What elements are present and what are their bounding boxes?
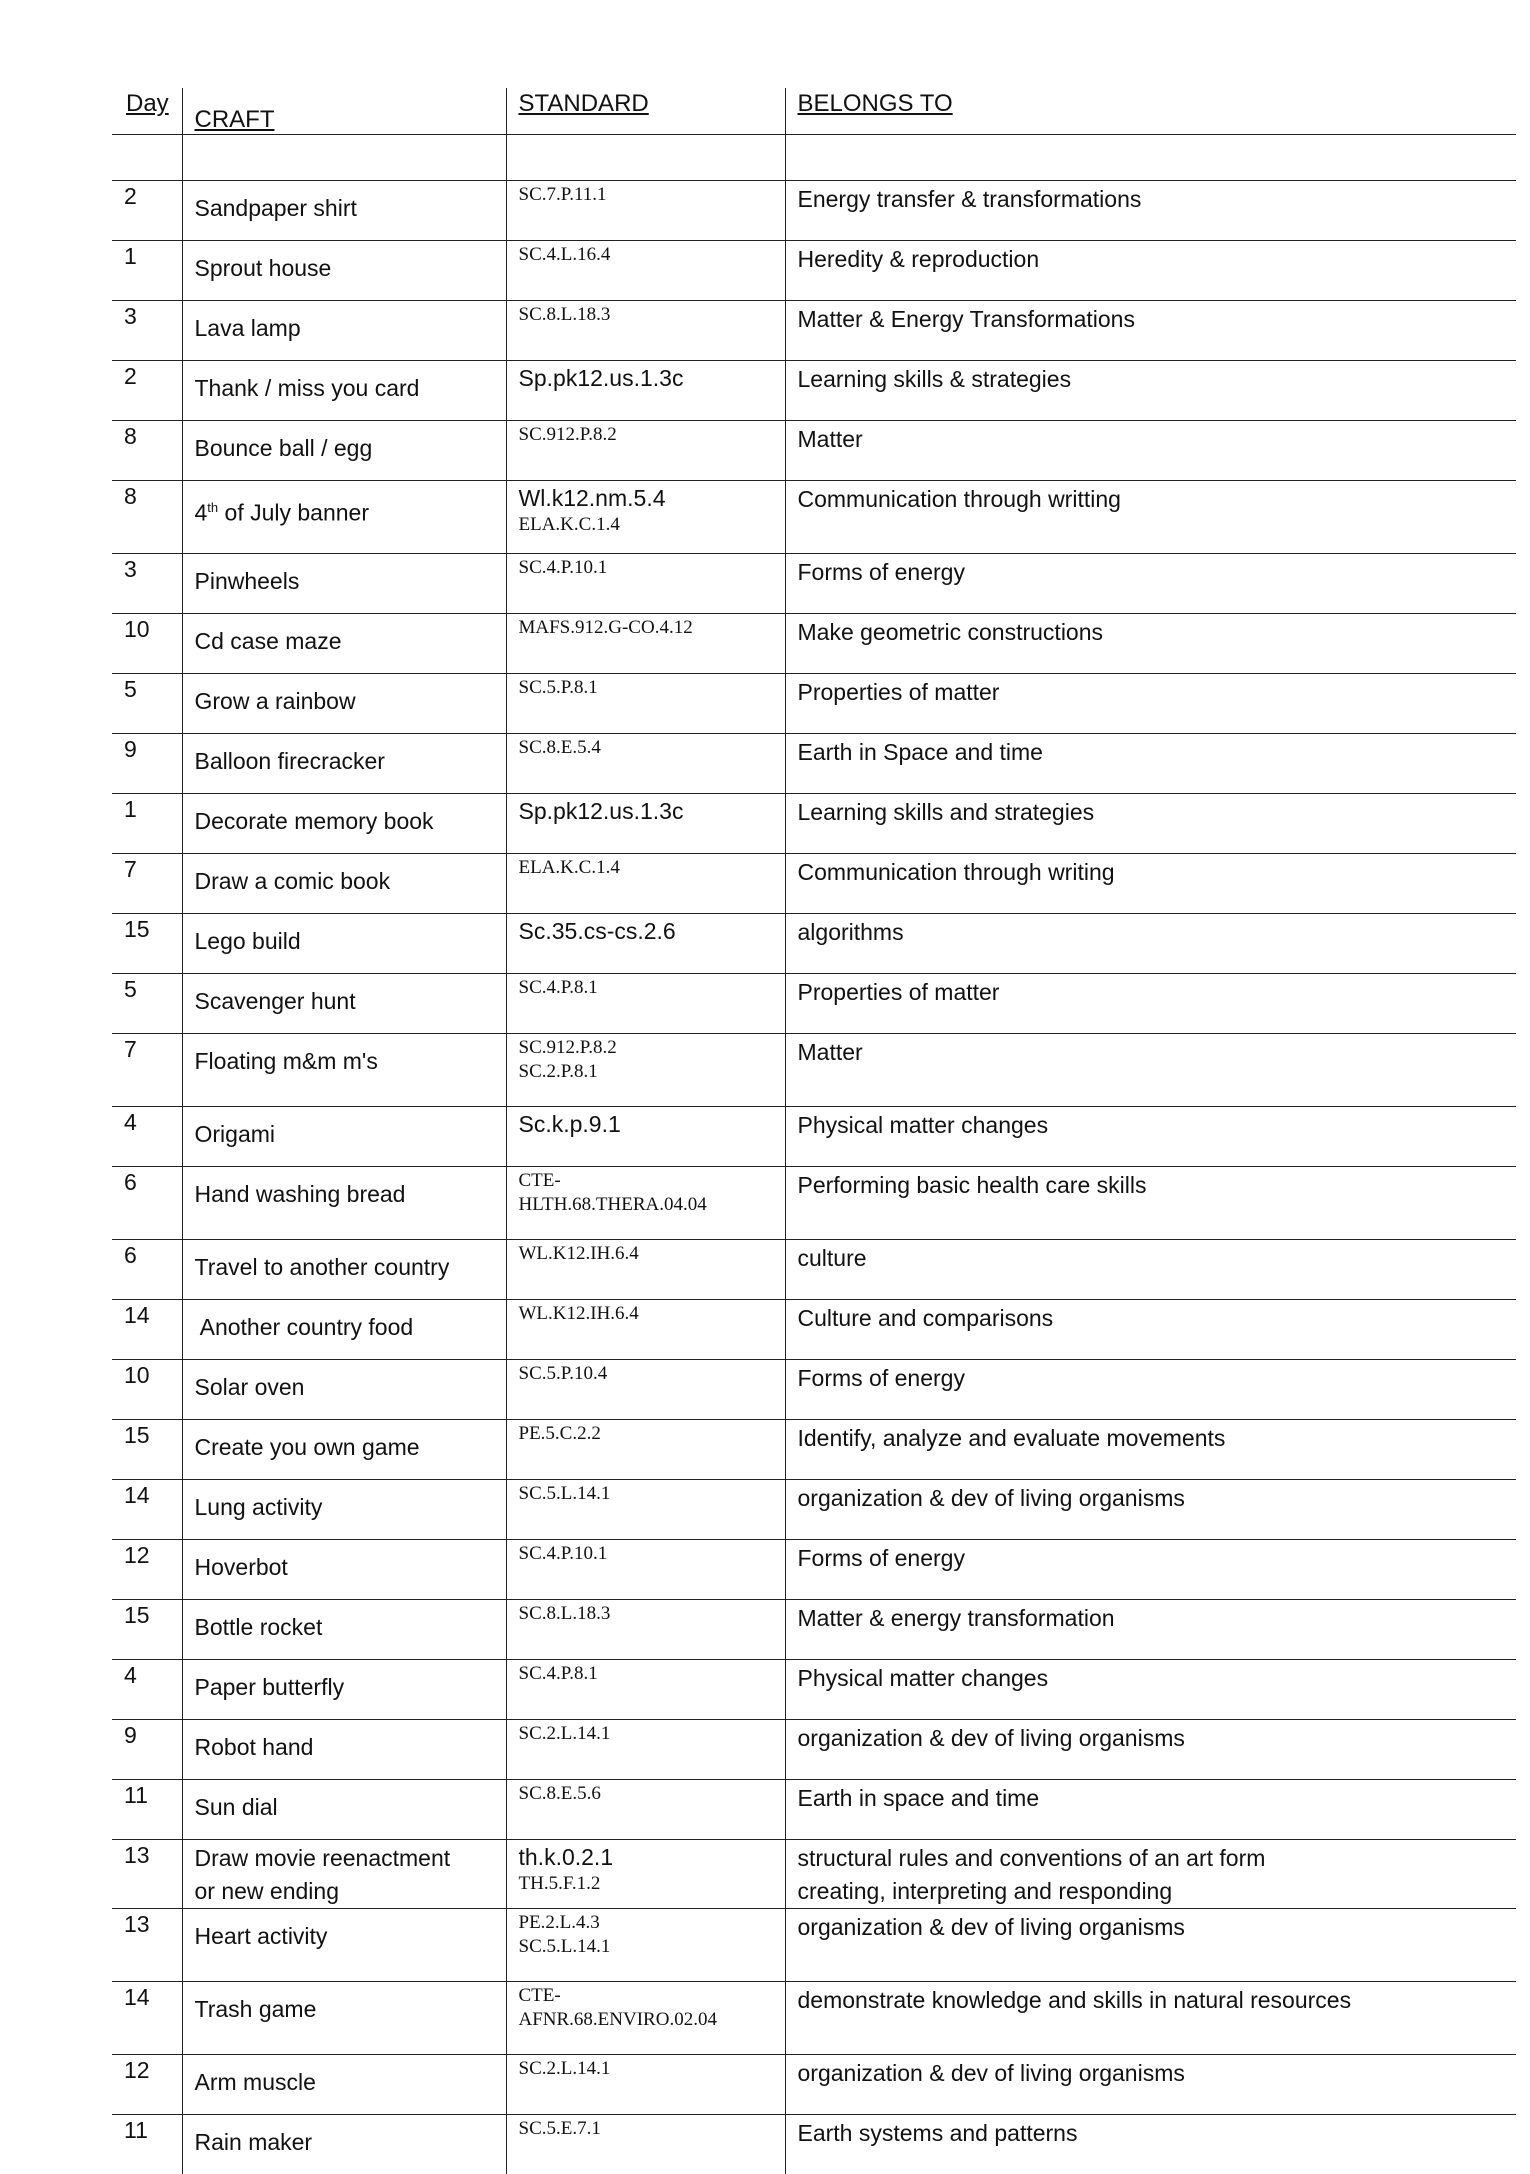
table-row xyxy=(112,301,1516,361)
standard-cell xyxy=(506,1420,785,1480)
standard-cell xyxy=(506,181,785,241)
table-row xyxy=(112,1720,1516,1780)
standard-code: SC.5.L.14.1 xyxy=(519,1935,785,1959)
belongs-to-cell xyxy=(785,974,1516,1034)
table-row xyxy=(112,241,1516,301)
day-cell: 7 xyxy=(112,1034,182,1107)
standard-cell xyxy=(506,1034,785,1107)
standard-code: SC.8.L.18.3 xyxy=(519,1602,785,1626)
craft-cell xyxy=(182,554,506,614)
belongs-to-text: Properties of matter xyxy=(798,976,1517,1009)
belongs-to-text: Heredity & reproduction xyxy=(798,243,1517,276)
craft-cell xyxy=(182,614,506,674)
table-row xyxy=(112,1660,1516,1720)
belongs-to-cell xyxy=(785,1167,1516,1240)
craft-name: Travel to another country xyxy=(195,1254,450,1280)
table-row xyxy=(112,1600,1516,1660)
belongs-to-cell xyxy=(785,914,1516,974)
standard-code: SC.912.P.8.2 xyxy=(519,423,785,447)
belongs-to-cell xyxy=(785,1107,1516,1167)
day-cell: 14 xyxy=(112,1480,182,1540)
day-cell: 4 xyxy=(112,1660,182,1720)
day-cell: 9 xyxy=(112,1720,182,1780)
craft-cell xyxy=(182,481,506,554)
standard-cell xyxy=(506,241,785,301)
standard-code: PE.2.L.4.3 xyxy=(519,1911,785,1935)
craft-cell xyxy=(182,1167,506,1240)
standard-code: SC.7.P.11.1 xyxy=(519,183,785,207)
craft-name: Draw a comic book xyxy=(195,868,391,894)
table-body xyxy=(112,135,1516,2174)
belongs-to-cell xyxy=(785,181,1516,241)
belongs-to-cell xyxy=(785,2055,1516,2115)
day-cell: 8 xyxy=(112,481,182,554)
table-row xyxy=(112,1480,1516,1540)
table-row xyxy=(112,614,1516,674)
empty-cell xyxy=(785,135,1516,181)
belongs-to-text: demonstrate knowledge and skills in natural resources xyxy=(798,1984,1517,2017)
belongs-to-text: Matter xyxy=(798,423,1517,456)
day-cell: 15 xyxy=(112,1420,182,1480)
table-row xyxy=(112,181,1516,241)
standard-cell xyxy=(506,1167,785,1240)
belongs-to-cell xyxy=(785,1780,1516,1840)
craft-name: Thank / miss you card xyxy=(195,375,420,401)
craft-cell xyxy=(182,854,506,914)
belongs-to-text: Communication through writting xyxy=(798,483,1517,516)
belongs-to-cell xyxy=(785,1660,1516,1720)
belongs-to-cell xyxy=(785,1360,1516,1420)
standard-cell xyxy=(506,1780,785,1840)
table-row xyxy=(112,1780,1516,1840)
craft-cell xyxy=(182,674,506,734)
craft-cell xyxy=(182,1982,506,2055)
craft-cell xyxy=(182,1909,506,1982)
belongs-to-cell xyxy=(785,2115,1516,2174)
day-cell: 12 xyxy=(112,1540,182,1600)
table-row xyxy=(112,1840,1516,1909)
standard-code: SC.912.P.8.2 xyxy=(519,1036,785,1060)
belongs-to-text: Forms of energy xyxy=(798,1362,1517,1395)
craft-cell xyxy=(182,1420,506,1480)
standard-code: SC.4.P.8.1 xyxy=(519,976,785,1000)
table-row xyxy=(112,914,1516,974)
craft-name: Pinwheels xyxy=(195,568,300,594)
craft-cell xyxy=(182,301,506,361)
table-row xyxy=(112,421,1516,481)
craft-cell xyxy=(182,914,506,974)
craft-name: Balloon firecracker xyxy=(195,748,385,774)
belongs-to-text: structural rules and conventions of an art form xyxy=(798,1842,1517,1875)
belongs-to-cell xyxy=(785,241,1516,301)
craft-name: Origami xyxy=(195,1121,276,1147)
day-cell: 1 xyxy=(112,241,182,301)
standard-cell xyxy=(506,301,785,361)
standard-code: SC.4.P.10.1 xyxy=(519,1542,785,1566)
belongs-to-text: algorithms xyxy=(798,916,1517,949)
craft-name: Arm muscle xyxy=(195,2069,316,2095)
standard-cell xyxy=(506,2055,785,2115)
empty-cell xyxy=(182,135,506,181)
standard-code: SC.8.E.5.6 xyxy=(519,1782,785,1806)
table-row xyxy=(112,734,1516,794)
belongs-to-cell xyxy=(785,1982,1516,2055)
standard-cell xyxy=(506,1240,785,1300)
standard-cell xyxy=(506,1840,785,1909)
table-row xyxy=(112,2055,1516,2115)
header-day: Day xyxy=(112,88,182,135)
belongs-to-cell xyxy=(785,1840,1516,1909)
day-cell: 5 xyxy=(112,974,182,1034)
standard-code: ELA.K.C.1.4 xyxy=(519,513,785,537)
day-cell: 14 xyxy=(112,1982,182,2055)
craft-ordinal-suffix: th xyxy=(207,500,218,515)
craft-cell xyxy=(182,1720,506,1780)
day-cell: 2 xyxy=(112,361,182,421)
craft-name: Sprout house xyxy=(195,255,332,281)
standard-code: AFNR.68.ENVIRO.02.04 xyxy=(519,2008,785,2032)
craft-cell xyxy=(182,1540,506,1600)
standard-cell xyxy=(506,674,785,734)
standard-cell xyxy=(506,794,785,854)
standard-cell xyxy=(506,1540,785,1600)
craft-name: Lung activity xyxy=(195,1494,323,1520)
day-cell: 9 xyxy=(112,734,182,794)
standard-code: SC.4.P.10.1 xyxy=(519,556,785,580)
belongs-to-cell xyxy=(785,854,1516,914)
table-row xyxy=(112,2115,1516,2174)
header-standard: STANDARD xyxy=(506,88,785,135)
standard-cell xyxy=(506,1600,785,1660)
belongs-to-cell xyxy=(785,1034,1516,1107)
belongs-to-cell xyxy=(785,794,1516,854)
craft-ordinal: 4 xyxy=(195,500,208,526)
table-header xyxy=(112,88,1516,135)
table-row xyxy=(112,1360,1516,1420)
craft-name: Paper butterfly xyxy=(195,1674,345,1700)
craft-name: Decorate memory book xyxy=(195,808,434,834)
standard-code: TH.5.F.1.2 xyxy=(519,1872,785,1896)
empty-row xyxy=(112,135,1516,181)
belongs-to-text: Physical matter changes xyxy=(798,1109,1517,1142)
standard-cell xyxy=(506,1480,785,1540)
craft-cell xyxy=(182,421,506,481)
standard-cell xyxy=(506,1660,785,1720)
standard-code: HLTH.68.THERA.04.04 xyxy=(519,1193,785,1217)
belongs-to-text: Earth in space and time xyxy=(798,1782,1517,1815)
belongs-to-text: Matter & Energy Transformations xyxy=(798,303,1517,336)
day-cell: 14 xyxy=(112,1300,182,1360)
day-cell: 3 xyxy=(112,301,182,361)
belongs-to-cell xyxy=(785,1720,1516,1780)
day-cell: 13 xyxy=(112,1909,182,1982)
day-cell: 6 xyxy=(112,1167,182,1240)
belongs-to-text: Energy transfer & transformations xyxy=(798,183,1517,216)
table-row xyxy=(112,974,1516,1034)
belongs-to-text: Earth in Space and time xyxy=(798,736,1517,769)
craft-name: Another country food xyxy=(195,1314,414,1340)
belongs-to-text: organization & dev of living organisms xyxy=(798,1722,1517,1755)
craft-cell xyxy=(182,1660,506,1720)
belongs-to-text: Communication through writing xyxy=(798,856,1517,889)
belongs-to-cell xyxy=(785,674,1516,734)
craft-cell xyxy=(182,1300,506,1360)
table-row xyxy=(112,361,1516,421)
standard-code: WL.K12.IH.6.4 xyxy=(519,1302,785,1326)
header-belongs-to: BELONGS TO xyxy=(785,88,1516,135)
table-row xyxy=(112,1909,1516,1982)
standard-code: SC.4.P.8.1 xyxy=(519,1662,785,1686)
belongs-to-cell xyxy=(785,734,1516,794)
craft-cell xyxy=(182,241,506,301)
belongs-to-text: Forms of energy xyxy=(798,1542,1517,1575)
day-cell: 3 xyxy=(112,554,182,614)
craft-name: Cd case maze xyxy=(195,628,342,654)
craft-cell xyxy=(182,361,506,421)
craft-line: Draw movie reenactment xyxy=(195,1842,506,1875)
belongs-to-text: Forms of energy xyxy=(798,556,1517,589)
craft-name: Hoverbot xyxy=(195,1554,288,1580)
craft-name: Sandpaper shirt xyxy=(195,195,357,221)
standard-code: Sp.pk12.us.1.3c xyxy=(519,796,785,826)
standard-code: Sc.35.cs-cs.2.6 xyxy=(519,916,785,946)
craft-cell xyxy=(182,181,506,241)
table-row xyxy=(112,1240,1516,1300)
belongs-to-text: Performing basic health care skills xyxy=(798,1169,1517,1202)
standard-code: SC.2.L.14.1 xyxy=(519,2057,785,2081)
standard-cell xyxy=(506,914,785,974)
day-cell: 4 xyxy=(112,1107,182,1167)
craft-cell xyxy=(182,1840,506,1909)
table-row xyxy=(112,1540,1516,1600)
standard-cell xyxy=(506,1300,785,1360)
standard-cell xyxy=(506,1360,785,1420)
table-row xyxy=(112,1107,1516,1167)
craft-cell xyxy=(182,1360,506,1420)
craft-name: Solar oven xyxy=(195,1374,305,1400)
craft-line: or new ending xyxy=(195,1875,506,1908)
belongs-to-cell xyxy=(785,421,1516,481)
standard-code: SC.5.P.8.1 xyxy=(519,676,785,700)
standard-cell xyxy=(506,614,785,674)
craft-name: Grow a rainbow xyxy=(195,688,356,714)
craft-cell xyxy=(182,1780,506,1840)
standard-cell xyxy=(506,1107,785,1167)
day-cell: 6 xyxy=(112,1240,182,1300)
empty-cell xyxy=(112,135,182,181)
craft-name: Create you own game xyxy=(195,1434,420,1460)
standard-code: WL.K12.IH.6.4 xyxy=(519,1242,785,1266)
belongs-to-cell xyxy=(785,554,1516,614)
standard-code: ELA.K.C.1.4 xyxy=(519,856,785,880)
craft-name: Lego build xyxy=(195,928,301,954)
table-row xyxy=(112,554,1516,614)
standard-code: Wl.k12.nm.5.4 xyxy=(519,483,785,513)
belongs-to-cell xyxy=(785,1540,1516,1600)
craft-name: Heart activity xyxy=(195,1923,328,1949)
standard-cell xyxy=(506,361,785,421)
belongs-to-text: organization & dev of living organisms xyxy=(798,1911,1517,1944)
standard-code: SC.5.P.10.4 xyxy=(519,1362,785,1386)
craft-name: Bounce ball / egg xyxy=(195,435,373,461)
table-row xyxy=(112,674,1516,734)
craft-standards-table xyxy=(112,88,1516,2174)
day-cell: 11 xyxy=(112,2115,182,2174)
day-cell: 11 xyxy=(112,1780,182,1840)
day-cell: 1 xyxy=(112,794,182,854)
table-row xyxy=(112,854,1516,914)
standard-code: PE.5.C.2.2 xyxy=(519,1422,785,1446)
standard-cell xyxy=(506,481,785,554)
craft-name: of July banner xyxy=(218,500,369,526)
craft-cell xyxy=(182,734,506,794)
standard-code: SC.8.E.5.4 xyxy=(519,736,785,760)
belongs-to-text: Make geometric constructions xyxy=(798,616,1517,649)
standard-cell xyxy=(506,734,785,794)
craft-name: Robot hand xyxy=(195,1734,314,1760)
standard-cell xyxy=(506,1909,785,1982)
day-cell: 15 xyxy=(112,1600,182,1660)
belongs-to-cell xyxy=(785,614,1516,674)
belongs-to-cell xyxy=(785,1300,1516,1360)
day-cell: 13 xyxy=(112,1840,182,1909)
craft-name: Hand washing bread xyxy=(195,1181,406,1207)
table-row xyxy=(112,481,1516,554)
belongs-to-cell xyxy=(785,1600,1516,1660)
belongs-to-cell xyxy=(785,1240,1516,1300)
standard-code: SC.5.E.7.1 xyxy=(519,2117,785,2141)
standard-code: SC.5.L.14.1 xyxy=(519,1482,785,1506)
belongs-to-cell xyxy=(785,481,1516,554)
standard-cell xyxy=(506,974,785,1034)
day-cell: 15 xyxy=(112,914,182,974)
craft-cell xyxy=(182,1480,506,1540)
craft-cell xyxy=(182,1034,506,1107)
belongs-to-text: Properties of matter xyxy=(798,676,1517,709)
standard-code: SC.2.L.14.1 xyxy=(519,1722,785,1746)
day-cell: 5 xyxy=(112,674,182,734)
day-cell: 12 xyxy=(112,2055,182,2115)
belongs-to-cell xyxy=(785,301,1516,361)
craft-name: Bottle rocket xyxy=(195,1614,323,1640)
standard-code: SC.8.L.18.3 xyxy=(519,303,785,327)
table-row xyxy=(112,1420,1516,1480)
belongs-to-text: Identify, analyze and evaluate movements xyxy=(798,1422,1517,1455)
belongs-to-text: Earth systems and patterns xyxy=(798,2117,1517,2150)
table-row xyxy=(112,1982,1516,2055)
craft-cell xyxy=(182,1107,506,1167)
day-cell: 8 xyxy=(112,421,182,481)
belongs-to-text: Learning skills & strategies xyxy=(798,363,1517,396)
craft-name: Rain maker xyxy=(195,2129,313,2155)
belongs-to-text: culture xyxy=(798,1242,1517,1275)
standard-code: SC.2.P.8.1 xyxy=(519,1060,785,1084)
standard-code: CTE- xyxy=(519,1169,785,1193)
table-row xyxy=(112,1034,1516,1107)
table-row xyxy=(112,1167,1516,1240)
day-cell: 7 xyxy=(112,854,182,914)
belongs-to-text: organization & dev of living organisms xyxy=(798,2057,1517,2090)
craft-name: Scavenger hunt xyxy=(195,988,356,1014)
belongs-to-text: creating, interpreting and responding xyxy=(798,1875,1517,1908)
standard-code: th.k.0.2.1 xyxy=(519,1842,785,1872)
day-cell: 2 xyxy=(112,181,182,241)
standard-code: CTE- xyxy=(519,1984,785,2008)
belongs-to-text: organization & dev of living organisms xyxy=(798,1482,1517,1515)
belongs-to-text: Culture and comparisons xyxy=(798,1302,1517,1335)
table-row xyxy=(112,794,1516,854)
belongs-to-text: Matter xyxy=(798,1036,1517,1069)
standard-cell xyxy=(506,1720,785,1780)
day-cell: 10 xyxy=(112,1360,182,1420)
belongs-to-text: Learning skills and strategies xyxy=(798,796,1517,829)
craft-cell xyxy=(182,1240,506,1300)
standard-cell xyxy=(506,2115,785,2174)
standard-code: Sp.pk12.us.1.3c xyxy=(519,363,785,393)
belongs-to-text: Matter & energy transformation xyxy=(798,1602,1517,1635)
craft-cell xyxy=(182,974,506,1034)
craft-name: Lava lamp xyxy=(195,315,301,341)
standard-cell xyxy=(506,1982,785,2055)
craft-cell xyxy=(182,794,506,854)
standard-code: Sc.k.p.9.1 xyxy=(519,1109,785,1139)
belongs-to-cell xyxy=(785,361,1516,421)
belongs-to-text: Physical matter changes xyxy=(798,1662,1517,1695)
standard-cell xyxy=(506,421,785,481)
belongs-to-cell xyxy=(785,1420,1516,1480)
craft-name: Floating m&m m's xyxy=(195,1048,378,1074)
header-craft: CRAFT xyxy=(182,88,506,135)
craft-cell xyxy=(182,2055,506,2115)
day-cell: 10 xyxy=(112,614,182,674)
craft-name: Sun dial xyxy=(195,1794,278,1820)
empty-cell xyxy=(506,135,785,181)
belongs-to-cell xyxy=(785,1480,1516,1540)
belongs-to-cell xyxy=(785,1909,1516,1982)
craft-cell xyxy=(182,2115,506,2174)
standard-code: SC.4.L.16.4 xyxy=(519,243,785,267)
standard-code: MAFS.912.G-CO.4.12 xyxy=(519,616,785,640)
craft-name: Trash game xyxy=(195,1996,317,2022)
table-row xyxy=(112,1300,1516,1360)
standard-cell xyxy=(506,554,785,614)
craft-cell xyxy=(182,1600,506,1660)
standard-cell xyxy=(506,854,785,914)
